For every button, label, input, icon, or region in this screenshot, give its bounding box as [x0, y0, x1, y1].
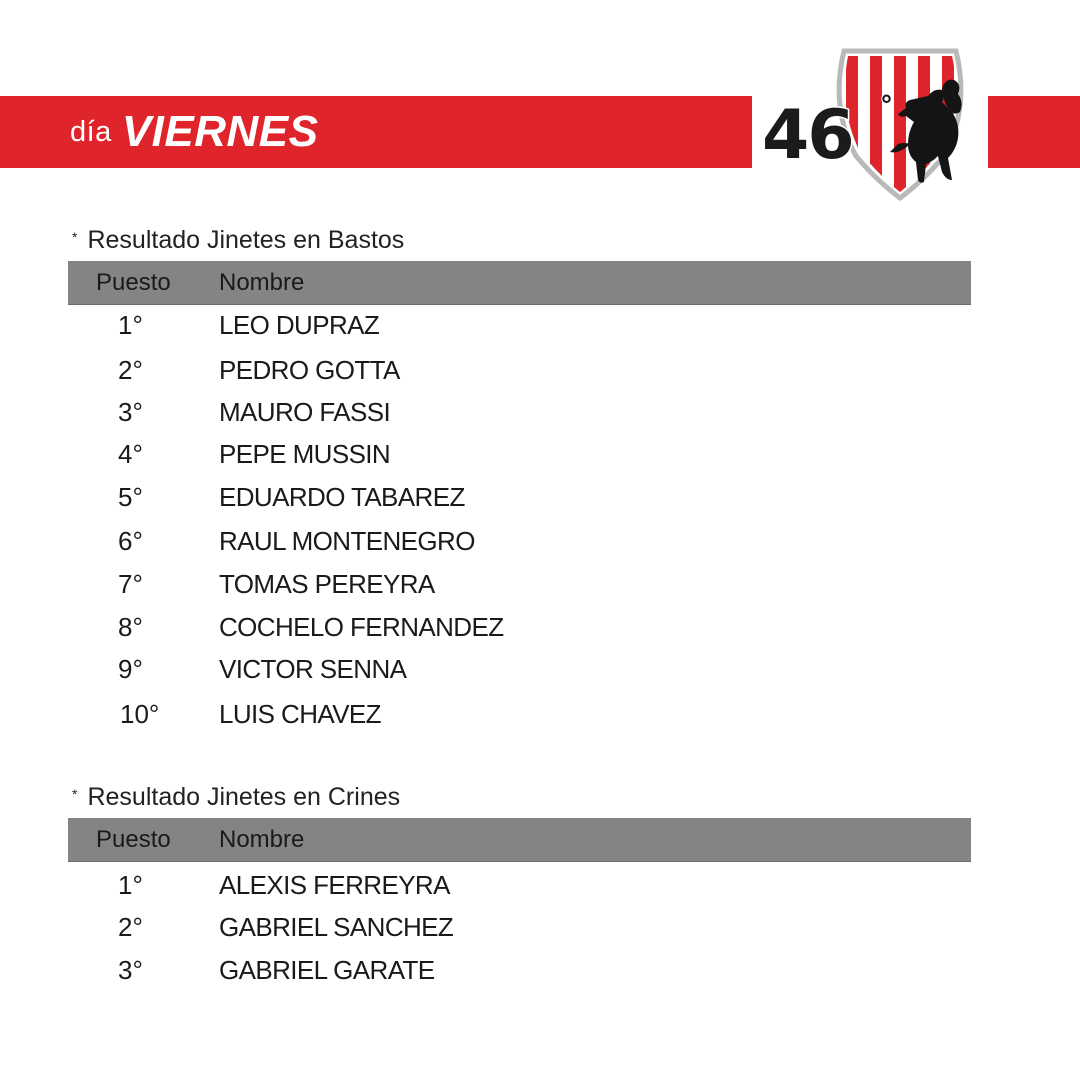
row-name: PEDRO GOTTA	[219, 355, 400, 385]
logo-number: 46	[762, 96, 853, 175]
row-name: TOMAS PEREYRA	[219, 569, 435, 599]
banner-prefix: día	[70, 115, 112, 148]
row-position: 1°	[118, 870, 143, 900]
row-name: VICTOR SENNA	[219, 654, 407, 684]
table-row	[68, 476, 971, 518]
row-position: 8°	[118, 612, 143, 642]
row-position: 4°	[118, 439, 143, 469]
row-name: LEO DUPRAZ	[219, 310, 380, 340]
row-position: 1°	[118, 310, 143, 340]
title-banner-right	[988, 96, 1080, 168]
row-name: MAURO FASSI	[219, 397, 391, 427]
column-header-nombre: Nombre	[219, 269, 305, 296]
row-position: 5°	[118, 482, 143, 512]
bullet-marker: *	[72, 786, 78, 802]
section-title: Resultado Jinetes en Crines	[87, 783, 401, 811]
table-header-crines	[68, 818, 971, 862]
row-position: 2°	[118, 912, 143, 942]
table-row	[68, 693, 971, 735]
row-position: 2°	[118, 355, 143, 385]
logo-degree: °	[880, 91, 893, 121]
section-heading-crines	[72, 783, 400, 812]
table-row	[68, 349, 971, 391]
table-row	[68, 949, 971, 991]
row-name: PEPE MUSSIN	[219, 439, 391, 469]
bullet-marker: *	[72, 229, 78, 245]
table-row	[68, 906, 971, 948]
table-row	[68, 648, 971, 690]
table-row	[68, 433, 971, 475]
table-row	[68, 864, 971, 906]
banner-day: VIERNES	[121, 107, 319, 156]
row-name: GABRIEL SANCHEZ	[219, 912, 454, 942]
section-heading-bastos	[72, 226, 404, 255]
row-position: 7°	[118, 569, 143, 599]
column-header-nombre: Nombre	[219, 826, 305, 853]
table-row	[68, 391, 971, 433]
row-position: 9°	[118, 654, 143, 684]
table-row	[68, 520, 971, 562]
row-name: RAUL MONTENEGRO	[219, 526, 475, 556]
row-name: ALEXIS FERREYRA	[219, 870, 450, 900]
table-header-bastos	[68, 261, 971, 305]
row-position: 6°	[118, 526, 143, 556]
table-row	[68, 606, 971, 648]
row-name: GABRIEL GARATE	[219, 955, 435, 985]
row-position: 10°	[120, 699, 160, 729]
row-position: 3°	[118, 397, 143, 427]
row-name: COCHELO FERNANDEZ	[219, 612, 504, 642]
table-row	[68, 304, 971, 346]
row-name: EDUARDO TABAREZ	[219, 482, 465, 512]
row-name: LUIS CHAVEZ	[219, 699, 381, 729]
column-header-puesto: Puesto	[96, 826, 171, 853]
column-header-puesto: Puesto	[96, 269, 171, 296]
section-title: Resultado Jinetes en Bastos	[87, 226, 405, 254]
row-position: 3°	[118, 955, 143, 985]
table-row	[68, 563, 971, 605]
banner-title	[70, 96, 319, 168]
club-logo	[760, 48, 985, 218]
